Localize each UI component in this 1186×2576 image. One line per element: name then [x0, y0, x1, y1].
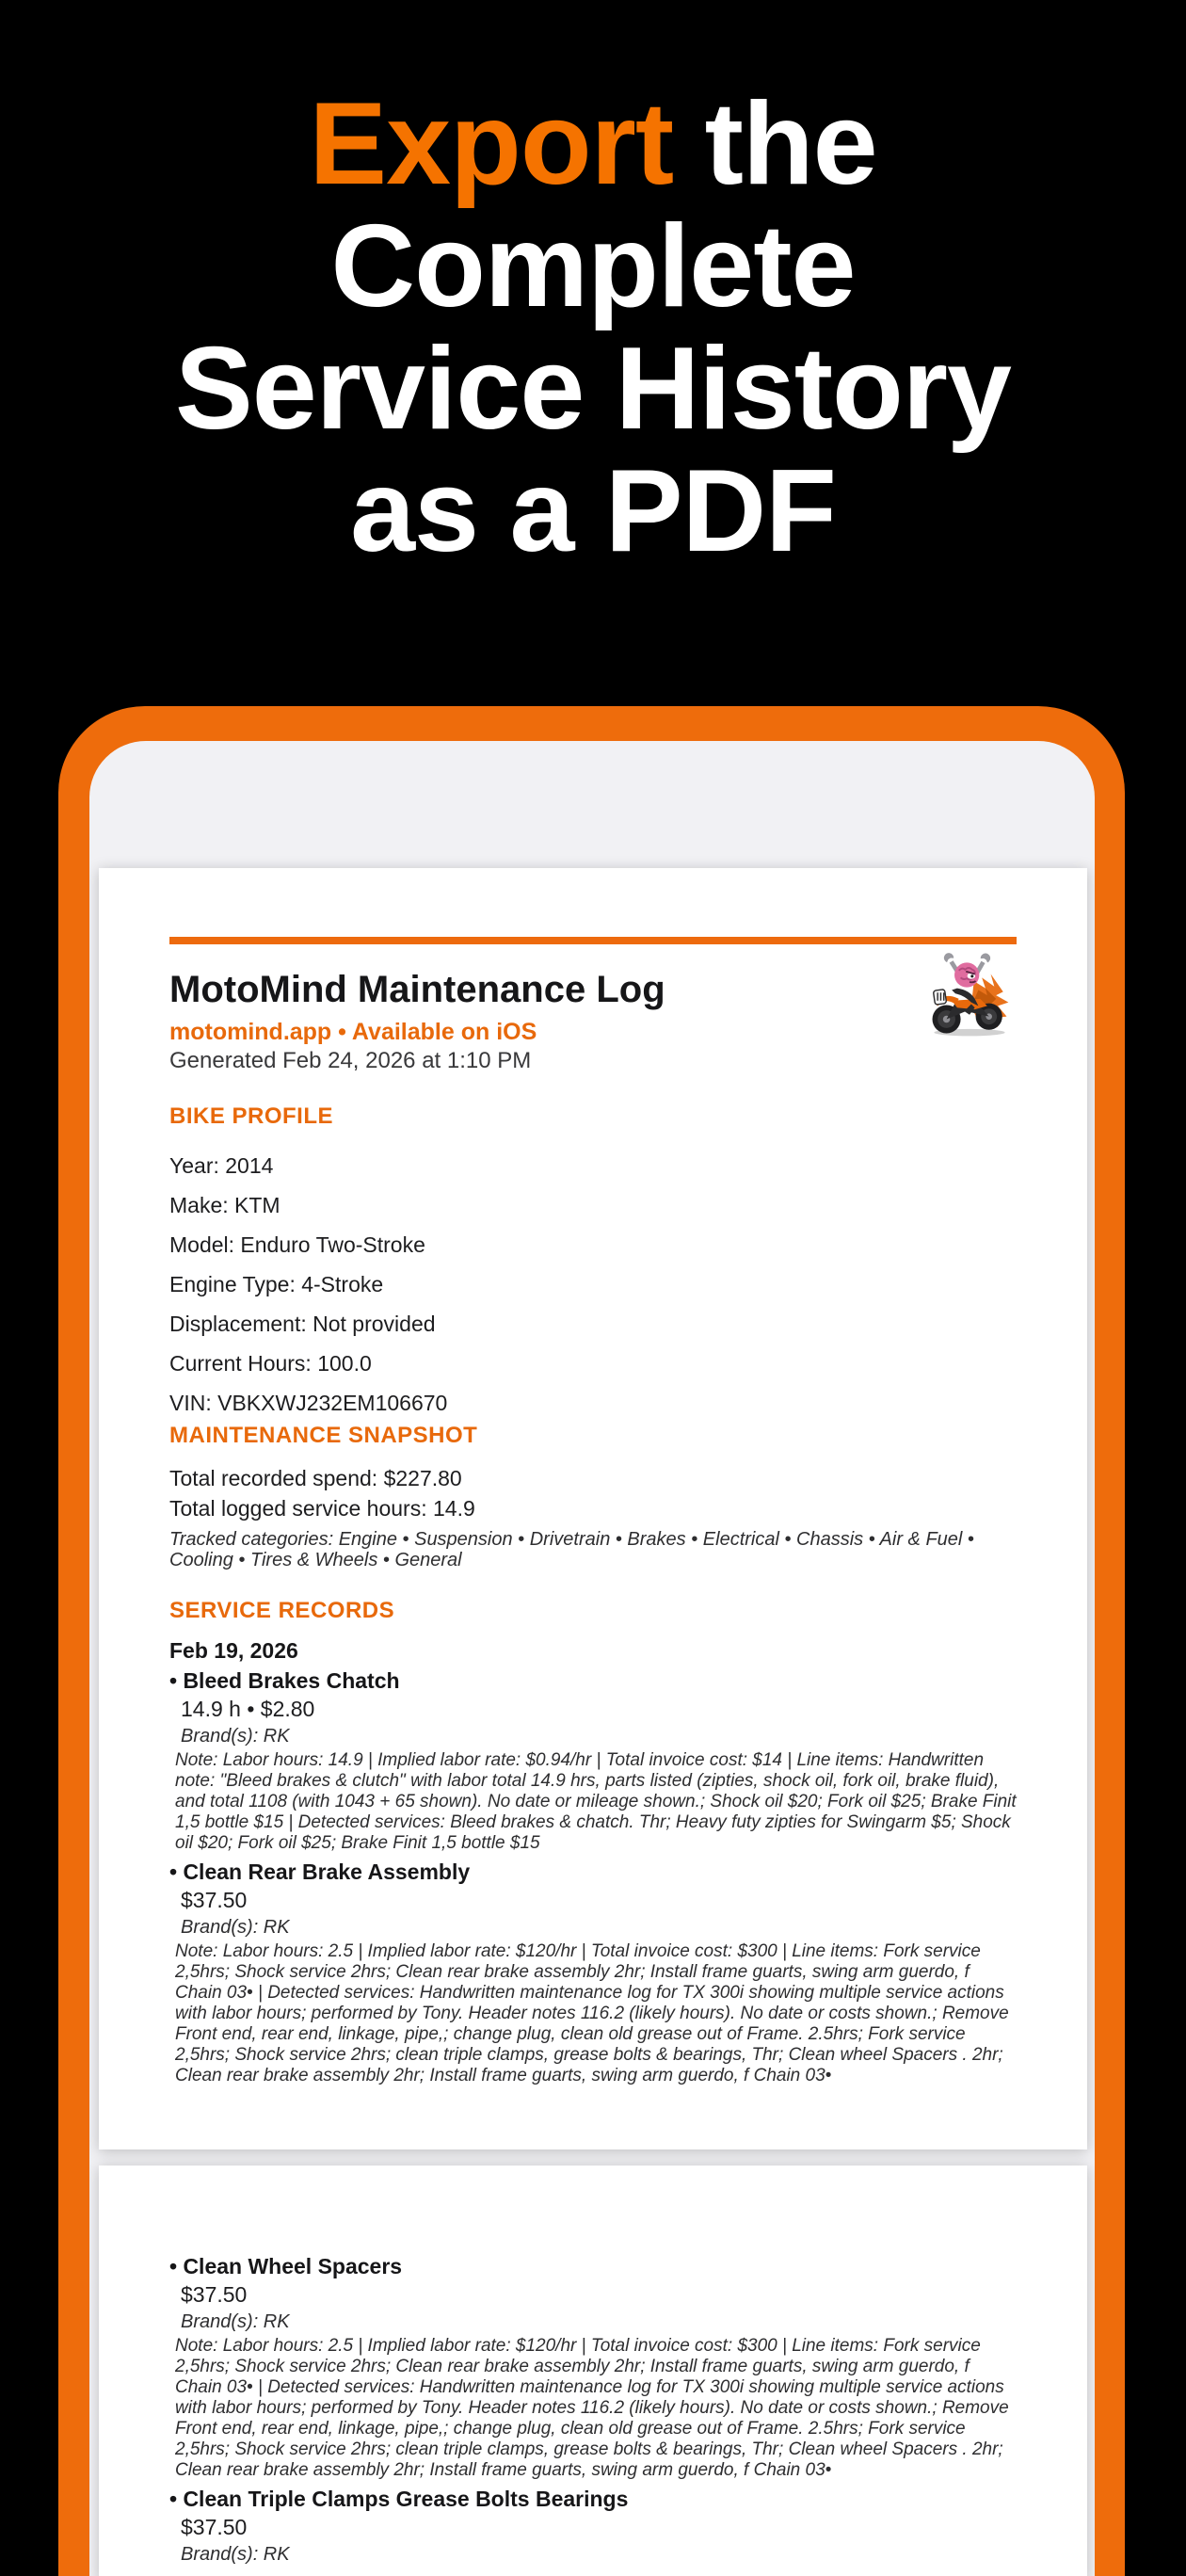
record-hours-cost: $37.50	[181, 1888, 248, 1912]
section-header-maintenance-snapshot: MAINTENANCE SNAPSHOT	[169, 1423, 478, 1448]
record-brand: Brand(s): RK	[181, 2544, 290, 2565]
snapshot-tracked-categories: Tracked categories: Engine • Suspension • Drivetrain • Brakes • Electrical • Chassis • Air & Fuel • Cooling • Tires & Wheels • General	[169, 1529, 974, 1570]
profile-line-vin: VIN: VBKXWJ232EM106670	[169, 1391, 448, 1415]
record-title: • Clean Triple Clamps Grease Bolts Bearings	[169, 2487, 629, 2511]
record-hours-cost: 14.9 h • $2.80	[181, 1697, 315, 1721]
document-app-link[interactable]: motomind.app • Available on iOS	[169, 1019, 537, 1045]
profile-line-current-hours: Current Hours: 100.0	[169, 1351, 372, 1376]
headline	[0, 79, 1186, 576]
document-accent-rule	[169, 937, 1017, 944]
document-header	[169, 969, 1017, 1074]
phone-mockup-frame	[58, 706, 1125, 2576]
profile-line-engine-type: Engine Type: 4-Stroke	[169, 1272, 384, 1296]
pdf-page-1	[99, 868, 1087, 2149]
record-title: • Clean Wheel Spacers	[169, 2254, 403, 2278]
profile-line-displacement: Displacement: Not provided	[169, 1312, 436, 1336]
service-record	[169, 2487, 1017, 2566]
headline-line-1-rest: the	[673, 79, 877, 209]
phone-screen	[89, 741, 1095, 2576]
service-date-group: Feb 19, 2026	[169, 1638, 298, 1663]
record-brand: Brand(s): RK	[181, 2311, 290, 2332]
number-plate	[933, 990, 946, 1006]
section-service-records	[169, 1598, 1017, 2086]
record-brand: Brand(s): RK	[181, 1726, 290, 1747]
document-generated-timestamp: Generated Feb 24, 2026 at 1:10 PM	[169, 1048, 532, 1073]
record-note: Note: Labor hours: 2.5 | Implied labor rate: $120/hr | Total invoice cost: $300 | Line items: Fork service 2,5hrs; Shock service 2hrs; Clean rear brake assembly 2hr; Install frame guarts, swing arm guerdo, f Chain 03• | Detected services: Handwritten maintenance log for TX 300i showing multiple service actions with labor hours; performed by Tony. Header notes 116.2 (likely hours). No date or costs shown.; Remove Front end, rear end, linkage, pipe,; change plug, clean old grease out of Frame. 2.5hrs; Fork service 2,5hrs; Shock service 2hrs; clean triple clamps, grease bolts & bearings, Thr; Clean wheel Spacers . 2hr; Clean rear brake assembly 2hr; Install frame guarts, swing arm guerdo, f Chain 03•	[175, 2336, 1009, 2480]
profile-line-make: Make: KTM	[169, 1193, 280, 1217]
record-note: Note: Labor hours: 2.5 | Implied labor rate: $120/hr | Total invoice cost: $300 | Line items: Fork service 2,5hrs; Shock service 2hrs; Clean rear brake assembly 2hr; Install frame guarts, swing arm guerdo, f Chain 03• | Detected services: Handwritten maintenance log for TX 300i showing multiple service actions with labor hours; performed by Tony. Header notes 116.2 (likely hours). No date or costs shown.; Remove Front end, rear end, linkage, pipe,; change plug, clean old grease out of Frame. 2.5hrs; Fork service 2,5hrs; Shock service 2hrs; clean triple clamps, grease bolts & bearings, Thr; Clean wheel Spacers . 2hr; Clean rear brake assembly 2hr; Install frame guarts, swing arm guerdo, f Chain 03•	[175, 1941, 1009, 2085]
record-hours-cost: $37.50	[181, 2515, 248, 2539]
section-service-records-continued	[169, 2165, 1017, 2566]
record-brand: Brand(s): RK	[181, 1917, 290, 1938]
headline-line-2: Complete	[330, 201, 856, 331]
headline-line-3: Service History	[175, 324, 1011, 454]
pdf-page-2	[99, 2165, 1087, 2576]
headline-line-1	[0, 79, 1186, 209]
record-note: Note: Labor hours: 14.9 | Implied labor rate: $0.94/hr | Total invoice cost: $14 | Line items: Handwritten note: "Bleed brakes & clutch" with labor total 14.9 hrs, parts listed (zipties, shock oil, fork oil, brake fluid), and total 1108 (with 1043 + 65 shown). No date or mileage shown.; Shock oil $20; Fork oil $25; Brake Finit 1,5 bottle $15 | Detected services: Bleed brakes & chatch. Thr; Heavy futy zipties for Swingarm $5; Shock oil $20; Fork oil $25; Brake Finit 1,5 bottle $15	[175, 1750, 1017, 1853]
service-record	[169, 1860, 1017, 2086]
record-title: • Bleed Brakes Chatch	[169, 1668, 400, 1693]
service-record	[169, 1668, 1017, 1854]
service-record	[169, 2254, 1017, 2481]
profile-line-model: Model: Enduro Two-Stroke	[169, 1232, 425, 1257]
section-bike-profile	[169, 1103, 1017, 1423]
record-title: • Clean Rear Brake Assembly	[169, 1860, 471, 1884]
record-hours-cost: $37.50	[181, 2282, 248, 2307]
snapshot-total-hours: Total logged service hours: 14.9	[169, 1496, 475, 1521]
snapshot-total-spend: Total recorded spend: $227.80	[169, 1466, 462, 1490]
section-maintenance-snapshot	[169, 1423, 1017, 1570]
section-header-bike-profile: BIKE PROFILE	[169, 1103, 334, 1129]
brain-biker-logo	[925, 952, 1014, 1042]
document-title: MotoMind Maintenance Log	[169, 969, 665, 1010]
headline-accent-word: Export	[309, 79, 674, 209]
profile-line-year: Year: 2014	[169, 1153, 274, 1178]
headline-line-4: as a PDF	[350, 446, 836, 576]
section-header-service-records: SERVICE RECORDS	[169, 1598, 395, 1623]
